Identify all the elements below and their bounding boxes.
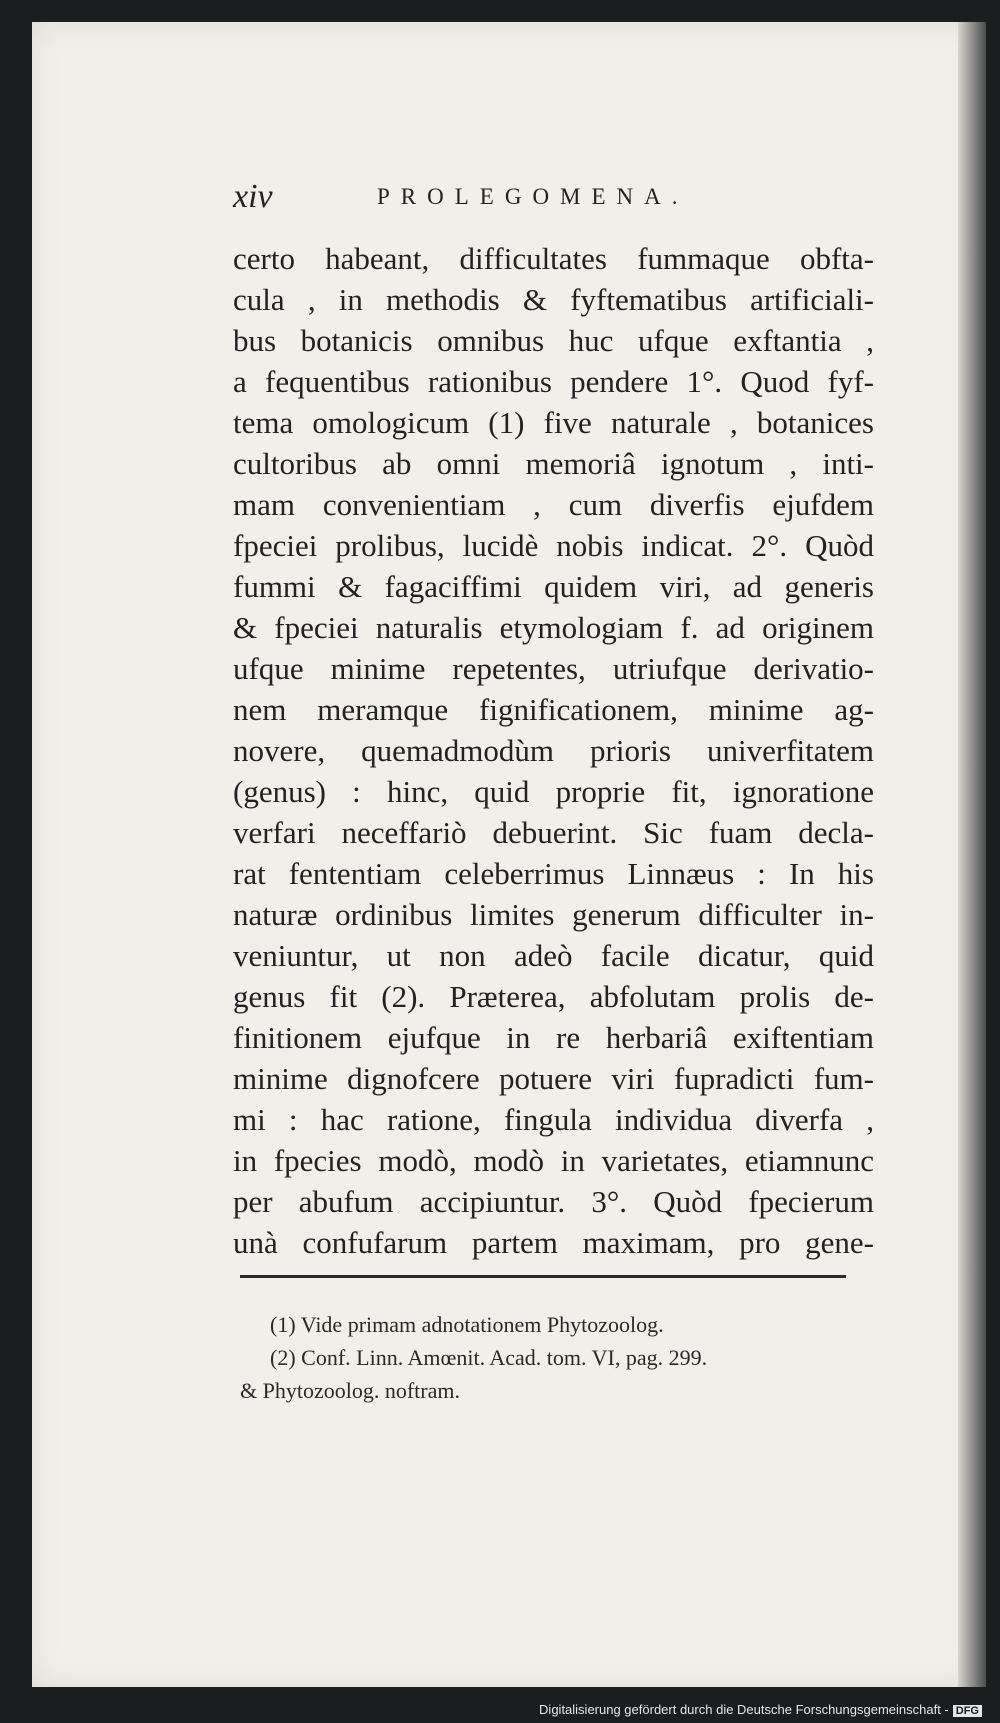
footnote-line: & Phytozoolog. noftram. xyxy=(240,1378,460,1403)
text-line: unà confufarum partem maximam, pro gene- xyxy=(233,1225,874,1260)
text-line: finitionem ejufque in re herbariâ exiftentiam xyxy=(233,1020,874,1055)
text-line: cultoribus ab omni memoriâ ignotum , inti- xyxy=(233,446,874,481)
footnote-line: (1) Vide primam adnotationem Phytozoolog. xyxy=(270,1312,664,1337)
text-line: a fequentibus rationibus pendere 1°. Quod fyf- xyxy=(233,364,874,399)
credit-text: Digitalisierung gefördert durch die Deutsche Forschungsgemeinschaft - xyxy=(539,1702,949,1717)
page-edge xyxy=(958,22,986,1687)
page-number: xiv xyxy=(233,178,273,215)
text-line: mi : hac ratione, fingula individua diverfa , xyxy=(233,1102,874,1137)
running-head xyxy=(233,178,793,222)
footnote-line: (2) Conf. Linn. Amœnit. Acad. tom. VI, pag. 299. xyxy=(270,1345,708,1370)
text-line: tema omologicum (1) five naturale , botanices xyxy=(233,405,874,440)
text-line: mam convenientiam , cum diverfis ejufdem xyxy=(233,487,874,522)
text-line: fpeciei prolibus, lucidè nobis indicat. 2°. Quòd xyxy=(233,528,874,563)
text-line: & fpeciei naturalis etymologiam f. ad originem xyxy=(233,610,874,645)
text-line: veniuntur, ut non adeò facile dicatur, quid xyxy=(233,938,874,973)
text-line: fummi & fagaciffimi quidem viri, ad generis xyxy=(233,569,874,604)
text-line: per abufum accipiuntur. 3°. Quòd fpecierum xyxy=(233,1184,874,1219)
text-line: naturæ ordinibus limites generum difficulter in- xyxy=(233,897,874,932)
text-line: genus fit (2). Præterea, abfolutam prolis de- xyxy=(233,979,874,1014)
text-line: minime dignofcere potuere viri fupradicti fum- xyxy=(233,1061,874,1096)
text-line: verfari neceffariò debuerint. Sic fuam decla- xyxy=(233,815,874,850)
footnotes xyxy=(240,1308,880,1407)
text-line: rat fententiam celeberrimus Linnæus : In his xyxy=(233,856,874,891)
text-line: nem meramque fignificationem, minime ag- xyxy=(233,692,874,727)
running-title: PROLEGOMENA. xyxy=(377,184,689,209)
text-line: in fpecies modò, modò in varietates, etiamnunc xyxy=(233,1143,874,1178)
text-line: cula , in methodis & fyftematibus artificiali- xyxy=(233,282,874,317)
text-line: (genus) : hinc, quid proprie fit, ignoratione xyxy=(233,774,874,809)
text-line: novere, quemadmodùm prioris univerfitatem xyxy=(233,733,874,768)
text-line: bus botanicis omnibus huc ufque exftantia , xyxy=(233,323,874,358)
footnote-rule xyxy=(240,1275,846,1278)
digitization-credit xyxy=(539,1702,982,1717)
body-text xyxy=(233,238,874,1263)
text-line: ufque minime repetentes, utriufque derivatio- xyxy=(233,651,874,686)
text-line: certo habeant, difficultates fummaque obfta- xyxy=(233,241,874,276)
dfg-logo: DFG xyxy=(953,1705,982,1717)
